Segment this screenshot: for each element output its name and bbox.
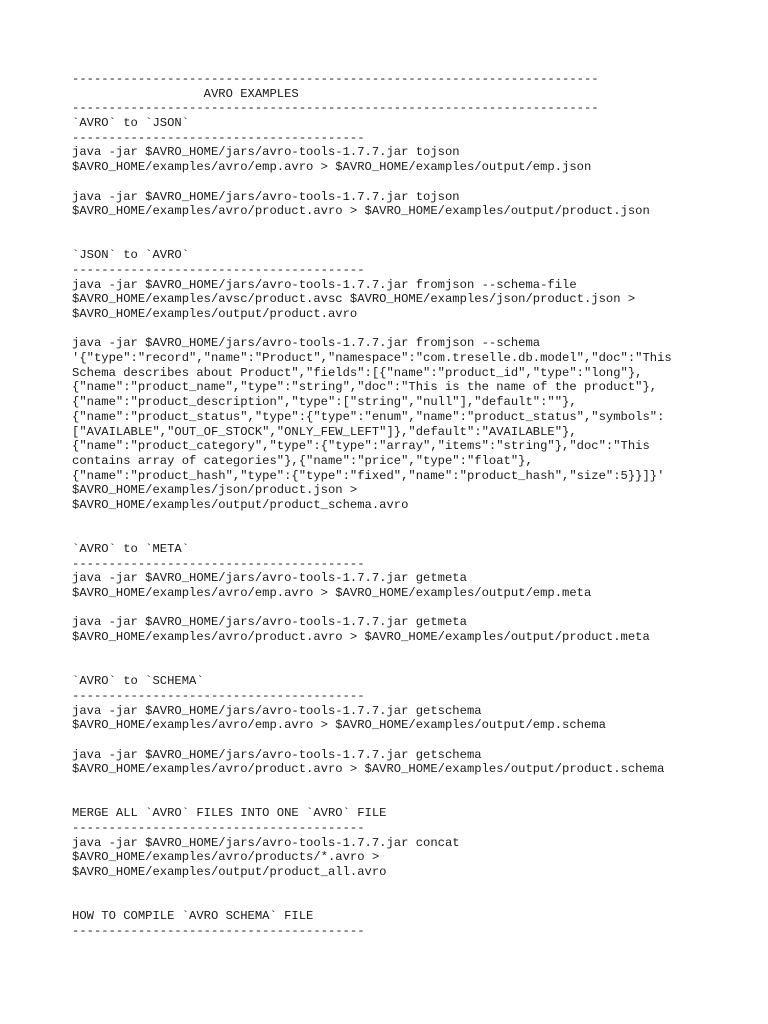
command-line: java -jar $AVRO_HOME/jars/avro-tools-1.7.7.jar concat — [72, 835, 460, 850]
divider-line: ---------------------------------------- — [72, 130, 365, 145]
text-line: {"name":"product_name","type":"string","doc":"This is the name of the product"}, — [72, 380, 658, 395]
text-line: $AVRO_HOME/examples/avro/product.avro > $AVRO_HOME/examples/output/product.json — [72, 204, 650, 219]
blank-line — [72, 645, 712, 660]
text-line: {"name":"product_description","type":["string","null"],"default":""}, — [72, 395, 577, 410]
text-line: contains array of categories"},{"name":"price","type":"float"}, — [72, 453, 533, 468]
text-line: $AVRO_HOME/examples/avsc/product.avsc $AVRO_HOME/examples/json/product.json > — [72, 292, 636, 307]
command-line: java -jar $AVRO_HOME/jars/avro-tools-1.7.7.jar tojson — [72, 189, 460, 204]
blank-line — [72, 880, 712, 895]
section-heading: AVRO EXAMPLES — [72, 86, 299, 101]
text-line: $AVRO_HOME/examples/output/product.avro — [72, 307, 358, 321]
text-line: {"name":"product_status","type":{"type":"enum","name":"product_status","symbols": — [72, 409, 665, 424]
divider-line: ---------------------------------------- — [72, 262, 365, 277]
text-line: $AVRO_HOME/examples/avro/emp.avro > $AVRO_HOME/examples/output/emp.schema — [72, 718, 606, 733]
text-line: $AVRO_HOME/examples/avro/emp.avro > $AVRO_HOME/examples/output/emp.json — [72, 160, 592, 175]
section-heading: `AVRO` to `SCHEMA` — [72, 674, 204, 689]
blank-line — [72, 513, 712, 528]
blank-line — [72, 219, 712, 234]
blank-line — [72, 175, 712, 190]
command-line: java -jar $AVRO_HOME/jars/avro-tools-1.7.7.jar tojson — [72, 145, 460, 160]
section-heading: `AVRO` to `META` — [72, 542, 190, 556]
divider-line: ---------------------------------------- — [72, 821, 365, 836]
text-line: Schema describes about Product","fields":[{"name":"product_id","type":"long"}, — [72, 365, 643, 380]
divider-line: ---------------------------------------- — [72, 923, 365, 938]
text-line: $AVRO_HOME/examples/avro/product.avro > $AVRO_HOME/examples/output/product.meta — [72, 630, 650, 645]
divider-line: ------------------------------------------------------------------------ — [72, 101, 599, 116]
blank-line — [72, 234, 712, 249]
command-line: java -jar $AVRO_HOME/jars/avro-tools-1.7.7.jar fromjson --schema — [72, 336, 541, 351]
divider-line: ---------------------------------------- — [72, 688, 365, 703]
command-line: java -jar $AVRO_HOME/jars/avro-tools-1.7.7.jar getmeta — [72, 571, 467, 586]
blank-line — [72, 792, 712, 807]
divider-line: ------------------------------------------------------------------------ — [72, 72, 599, 86]
section-heading: `AVRO` to `JSON` — [72, 116, 190, 131]
text-line: $AVRO_HOME/examples/json/product.json > — [72, 483, 358, 498]
blank-line — [72, 733, 712, 748]
section-heading: HOW TO COMPILE `AVRO SCHEMA` FILE — [72, 909, 314, 924]
command-line: java -jar $AVRO_HOME/jars/avro-tools-1.7.7.jar fromjson --schema-file — [72, 277, 577, 292]
text-line: $AVRO_HOME/examples/avro/product.avro > $AVRO_HOME/examples/output/product.schema — [72, 762, 665, 777]
blank-line — [72, 322, 712, 337]
text-line: $AVRO_HOME/examples/avro/emp.avro > $AVRO_HOME/examples/output/emp.meta — [72, 586, 592, 601]
command-line: java -jar $AVRO_HOME/jars/avro-tools-1.7.7.jar getschema — [72, 703, 482, 718]
command-line: java -jar $AVRO_HOME/jars/avro-tools-1.7.7.jar getschema — [72, 747, 482, 762]
blank-line — [72, 601, 712, 616]
command-line: java -jar $AVRO_HOME/jars/avro-tools-1.7.7.jar getmeta — [72, 615, 467, 630]
text-line: '{"type":"record","name":"Product","namespace":"com.treselle.db.model","doc":"This — [72, 351, 672, 366]
section-heading: `JSON` to `AVRO` — [72, 248, 190, 263]
divider-line: ---------------------------------------- — [72, 556, 365, 571]
blank-line — [72, 895, 712, 910]
document-page — [72, 72, 712, 939]
blank-line — [72, 777, 712, 792]
text-line: $AVRO_HOME/examples/output/product_schema.avro — [72, 497, 409, 512]
blank-line — [72, 527, 712, 542]
text-line: {"name":"product_category","type":{"type":"array","items":"string"},"doc":"This — [72, 439, 650, 454]
text-line: {"name":"product_hash","type":{"type":"fixed","name":"product_hash","size":5}}]}' — [72, 468, 665, 483]
blank-line — [72, 660, 712, 675]
section-heading: MERGE ALL `AVRO` FILES INTO ONE `AVRO` FILE — [72, 806, 387, 821]
text-line: $AVRO_HOME/examples/avro/products/*.avro > — [72, 850, 380, 865]
text-line: ["AVAILABLE","OUT_OF_STOCK","ONLY_FEW_LEFT"]},"default":"AVAILABLE"}, — [72, 424, 577, 439]
text-line: $AVRO_HOME/examples/output/product_all.avro — [72, 865, 387, 880]
